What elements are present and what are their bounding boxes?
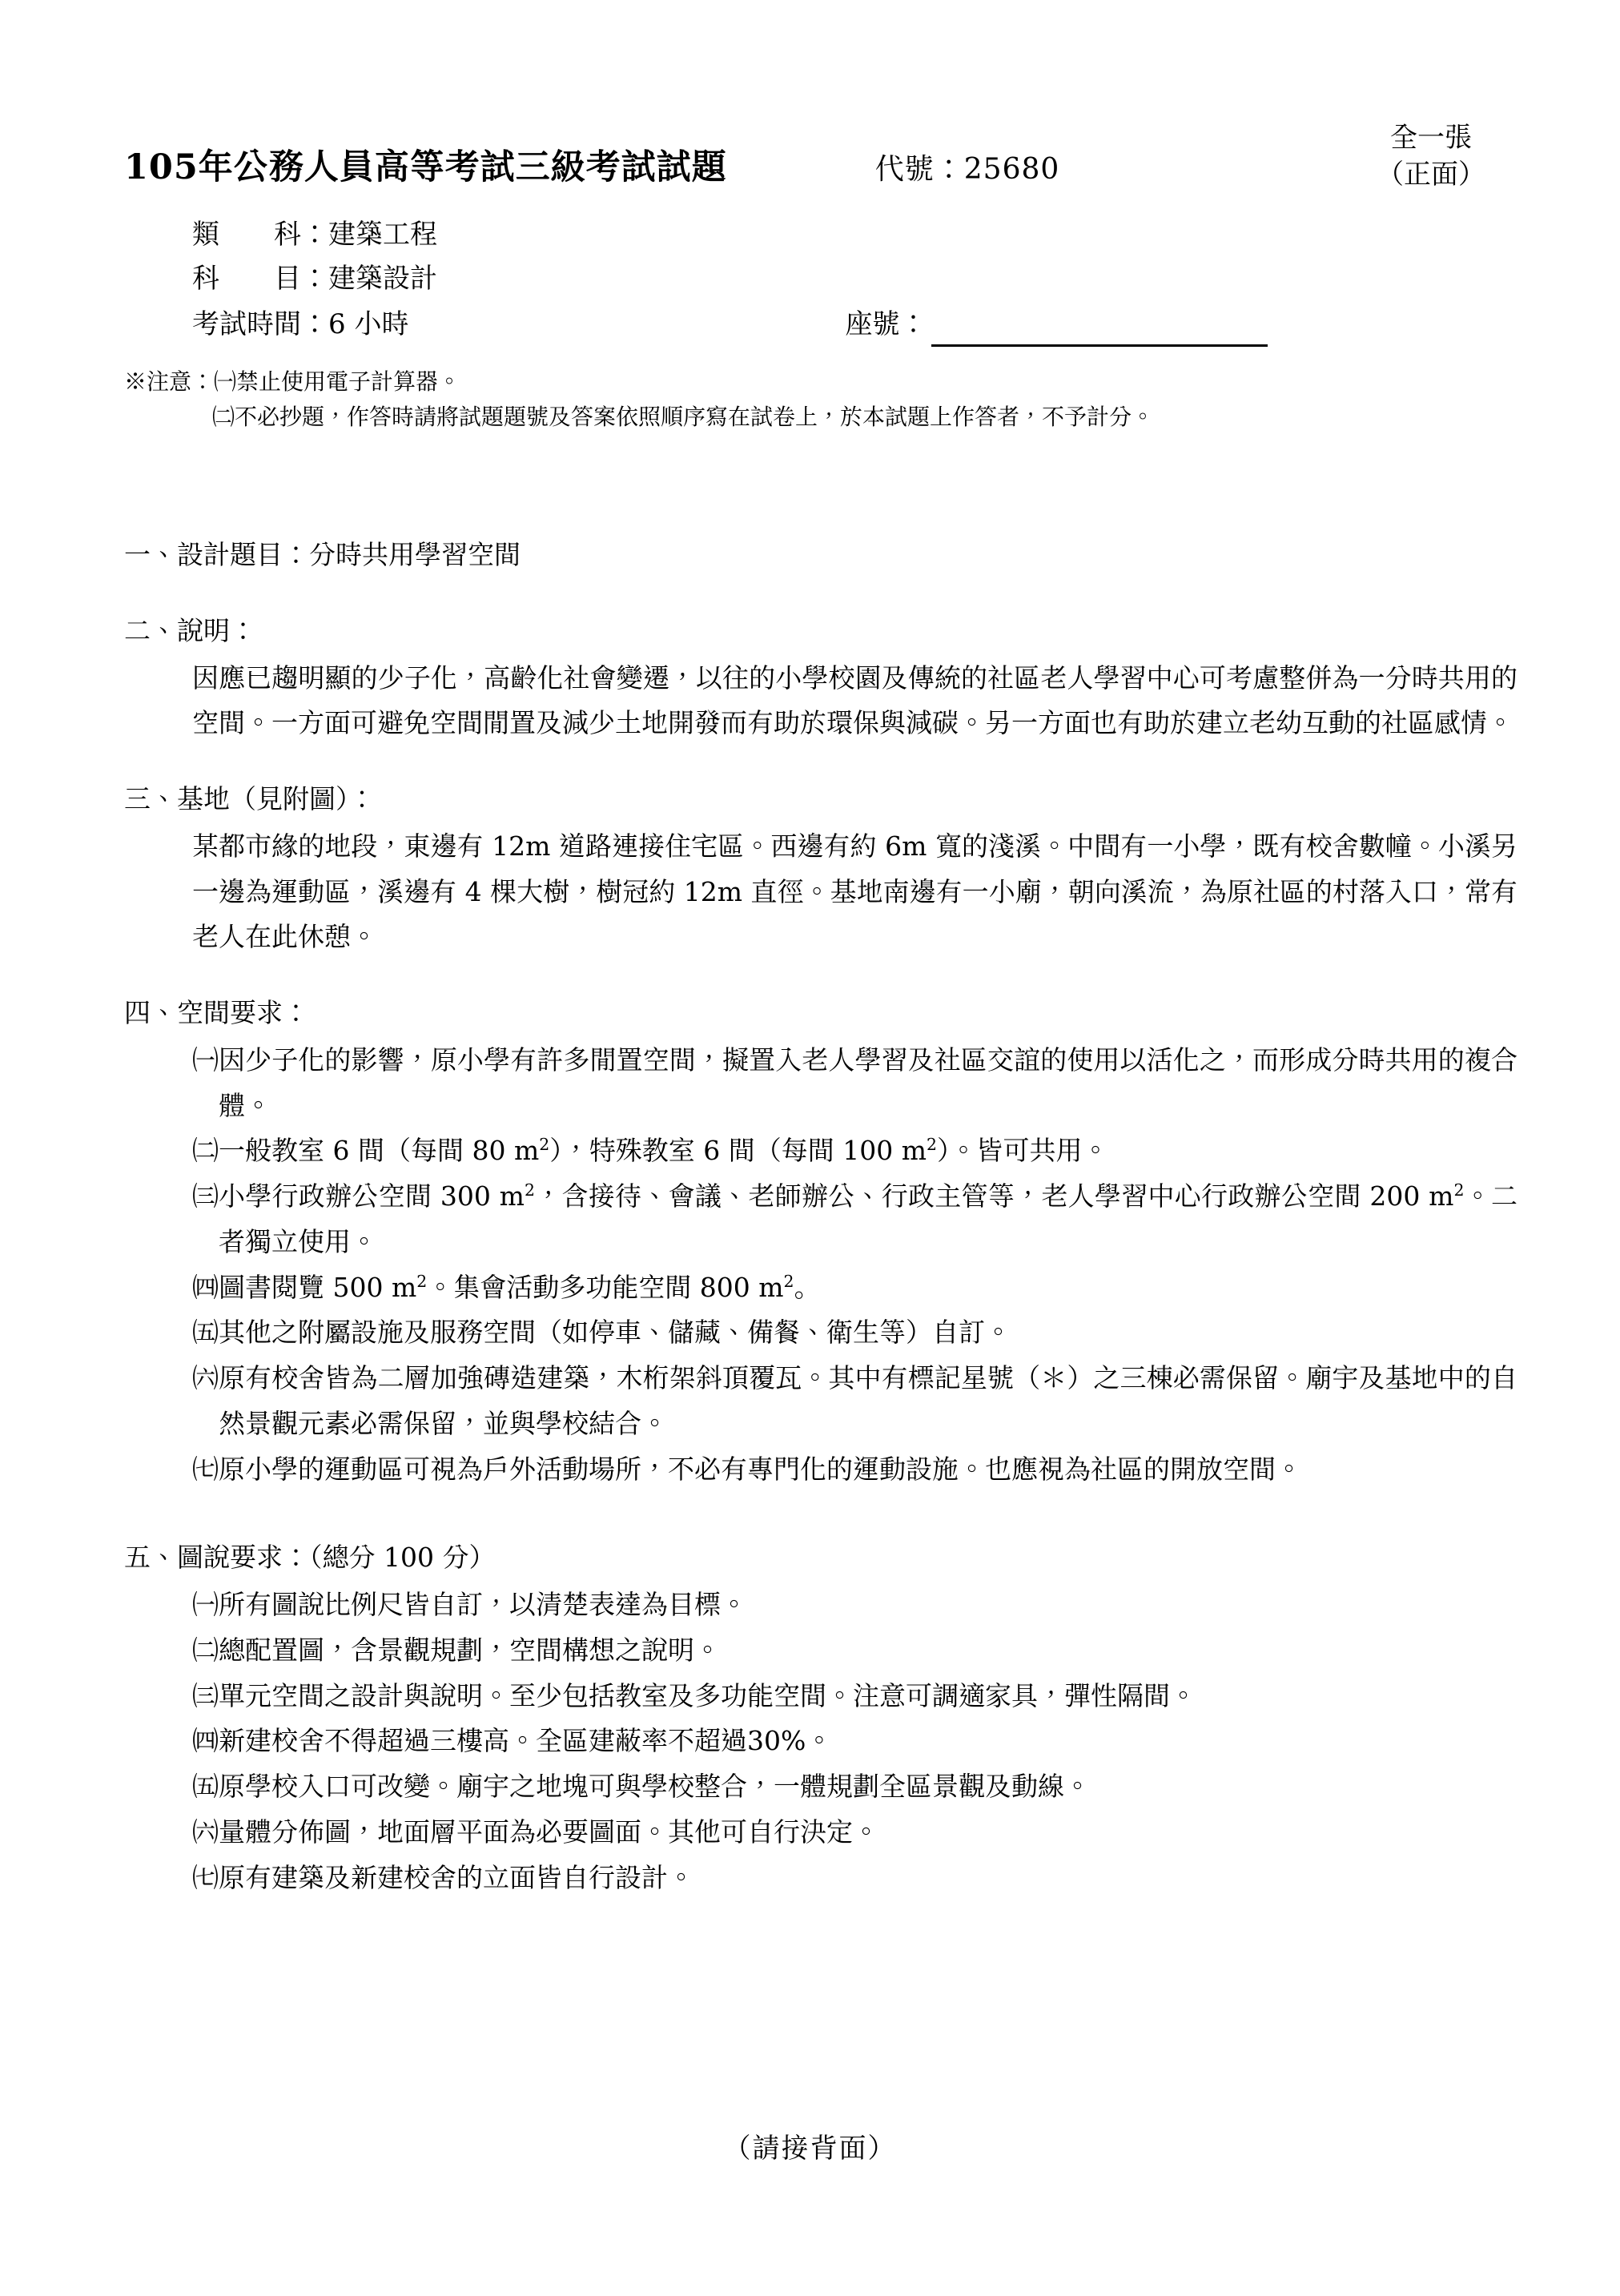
list-item (192, 1628, 1517, 1674)
sheet-indicator (1377, 120, 1485, 194)
section-site (124, 777, 1517, 960)
list-item-marker: ㈣ (192, 1725, 219, 1757)
field-subject-value: 建築設計 (328, 263, 437, 296)
list-item-marker: ㈢ (192, 1679, 219, 1711)
exam-notice (124, 364, 1501, 434)
list-item-text: 因少子化的影響，原小學有許多閒置空間，擬置入老人學習及社區交誼的使用以活化之，而形成分時共用的複合體。 (219, 1043, 1517, 1121)
list-item-marker: ㈡ (192, 1634, 219, 1666)
list-item-text: 原有建築及新建校舍的立面皆自行設計。 (219, 1861, 694, 1893)
section-space-requirements (124, 991, 1517, 1492)
list-item (192, 1764, 1517, 1810)
list-item-text: 原小學的運動區可視為戶外活動場所，不必有專門化的運動設施。也應視為社區的開放空間。 (219, 1453, 1302, 1485)
field-seat (845, 303, 1268, 347)
section-body (192, 824, 1517, 960)
list-item-marker: ㈡ (192, 1135, 219, 1167)
list-item-text: 圖書閱覽 500 $m^2$。集會活動多功能空間 800 $m^2$。 (219, 1271, 821, 1303)
section-drawing-requirements (124, 1535, 1517, 1900)
page-title: 105年公務人員高等考試三級考試試題 (124, 147, 727, 187)
list-item-text: 單元空間之設計與說明。至少包括教室及多功能空間。注意可調適家具，彈性隔間。 (219, 1679, 1196, 1711)
list-item-text: 一般教室 6 間（每間 80 $m^2$），特殊教室 6 間（每間 100 $m^2$）。皆可共用。 (219, 1135, 1109, 1167)
list-item-text: 其他之附屬設施及服務空間（如停車、儲藏、備餐、衛生等）自訂。 (219, 1317, 1011, 1349)
list-item-marker: ㈢ (192, 1180, 219, 1212)
exam-fields (192, 213, 1501, 347)
section-heading: 四、空間要求： (124, 997, 309, 1028)
list-item (192, 1719, 1517, 1764)
list-item-text: 所有圖說比例尺皆自訂，以清楚表達為目標。 (219, 1589, 747, 1620)
sheet-indicator-line2: （正面） (1377, 158, 1485, 191)
list-item (192, 1128, 1517, 1174)
list-item (192, 1174, 1517, 1265)
list-item-text: 原學校入口可改變。廟宇之地塊可與學校整合，一體規劃全區景觀及動線。 (219, 1771, 1091, 1802)
field-subject (192, 257, 1501, 301)
list-item-marker: ㈠ (192, 1589, 219, 1620)
field-category-value: 建築工程 (328, 219, 437, 251)
section-design-topic (124, 533, 1517, 578)
page-footer: （請接背面） (723, 2133, 897, 2165)
list-item-marker: ㈥ (192, 1815, 219, 1848)
list-item-marker: ㈦ (192, 1453, 219, 1485)
field-subject-label: 科 目： (192, 263, 328, 296)
field-category (192, 213, 1501, 257)
section-body (192, 1582, 1517, 1900)
section-body (192, 656, 1517, 747)
field-time-label: 考試時間： (192, 308, 328, 341)
section-description (124, 609, 1517, 746)
list-item (192, 1447, 1517, 1493)
exam-body (124, 533, 1517, 1916)
list-item (192, 1674, 1517, 1719)
list-item-marker: ㈣ (192, 1271, 219, 1303)
field-seat-label: 座號： (845, 308, 927, 341)
section-heading: 二、說明： (124, 614, 256, 646)
list-item-marker: ㈥ (192, 1362, 219, 1393)
list-item-text: 總配置圖，含景觀規劃，空間構想之說明。 (219, 1634, 721, 1666)
list-item-text: 量體分佈圖，地面層平面為必要圖面。其他可自行決定。 (219, 1815, 879, 1848)
paragraph: 因應已趨明顯的少子化，高齡化社會變遷，以往的小學校園及傳統的社區老人學習中心可考慮整併為一分時共用的空間。一方面可避免空間閒置及減少土地開發而有助於環保與減碳。另一方面也有助於建立老幼互動的社區感情。 (192, 661, 1517, 739)
notice-line-2: ㈡不必抄題，作答時請將試題題號及答案依照順序寫在試卷上，於本試題上作答者，不予計分。 (212, 403, 1155, 430)
exam-code (875, 140, 1060, 187)
section-heading: 一、設計題目：分時共用學習空間 (124, 539, 521, 570)
section-heading: 五、圖說要求：（總分 100 分） (124, 1542, 496, 1574)
section-heading: 三、基地（見附圖）： (124, 783, 376, 814)
paragraph: 某都市緣的地段，東邊有 12m 道路連接住宅區。西邊有約 6m 寬的淺溪。中間有一小學，既有校舍數幢。小溪另一邊為運動區，溪邊有 4 棵大樹，樹冠約 12m 直徑。基地南邊有一小廟，朝向溪流，為原社區的村落入口，常有老人在此休憩。 (192, 830, 1517, 953)
list-item (192, 1582, 1517, 1628)
page-header (124, 122, 1501, 434)
list-item (192, 1038, 1517, 1129)
list-item-marker: ㈤ (192, 1771, 219, 1802)
field-time-and-seat (192, 303, 1501, 347)
notice-line-1: ※注意：㈠禁止使用電子計算器。 (124, 368, 461, 396)
field-seat-blank[interactable] (931, 317, 1268, 347)
exam-code-value: 25680 (963, 153, 1060, 186)
list-item (192, 1356, 1517, 1447)
section-body (192, 1038, 1517, 1493)
sheet-indicator-line1: 全一張 (1390, 122, 1472, 154)
list-item (192, 1265, 1517, 1311)
list-item-marker: ㈦ (192, 1861, 219, 1893)
field-category-label: 類 科： (192, 219, 328, 251)
list-item-text: 新建校舍不得超過三樓高。全區建蔽率不超過30%。 (219, 1725, 833, 1757)
list-item-text: 小學行政辦公空間 300 $m^2$，含接待、會議、老師辦公、行政主管等，老人學習中心行政辦公空間 200 $m^2$。二者獨立使用。 (219, 1180, 1517, 1257)
list-item (192, 1310, 1517, 1356)
list-item-marker: ㈤ (192, 1317, 219, 1349)
list-item-marker: ㈠ (192, 1043, 219, 1076)
exam-code-label: 代號： (874, 153, 964, 186)
header-title-row (124, 122, 1501, 191)
list-item (192, 1810, 1517, 1856)
field-time-value: 6 小時 (328, 308, 409, 341)
list-item-text: 原有校舍皆為二層加強磚造建築，木桁架斜頂覆瓦。其中有標記星號（＊）之三棟必需保留。廟宇及基地中的自然景觀元素必需保留，並與學校結合。 (219, 1362, 1517, 1439)
list-item (192, 1856, 1517, 1901)
